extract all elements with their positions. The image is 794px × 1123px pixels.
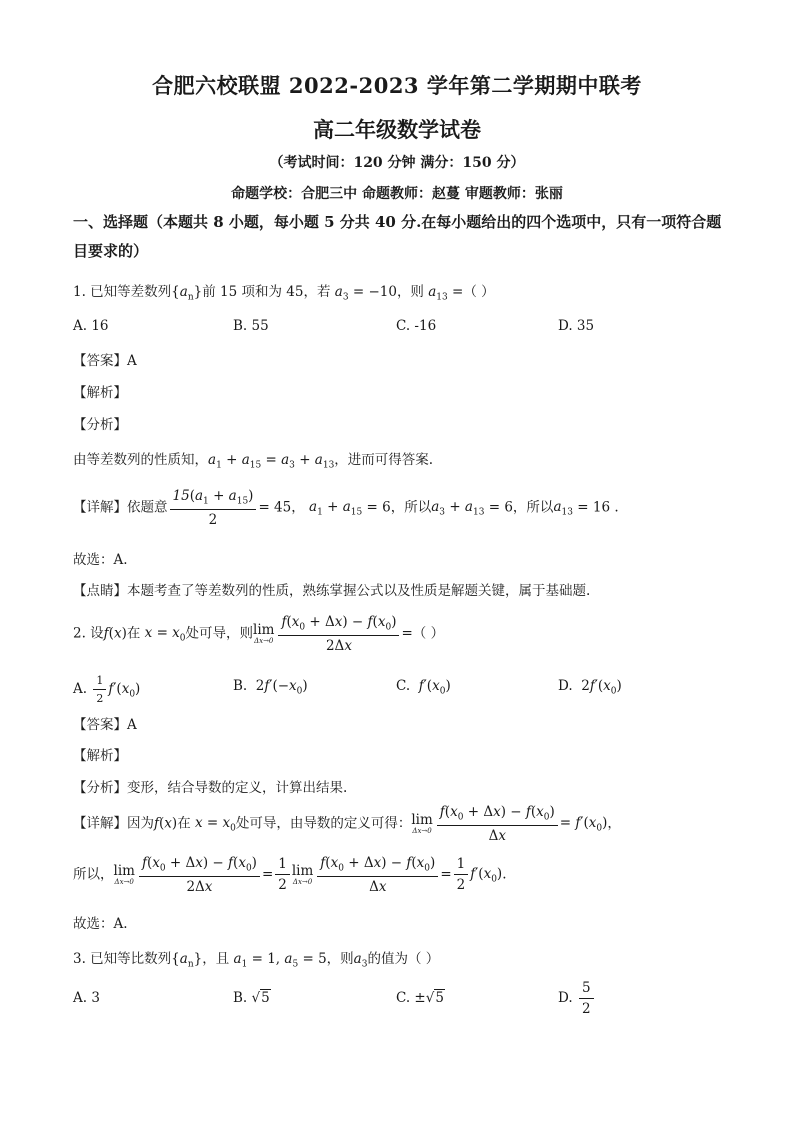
q1-fenxi: 由等差数列的性质知，$a_1 + a_{15} = a_3 + a_{13}$，进而可得答案. — [73, 452, 434, 471]
q2-choose: 故选：A. — [73, 916, 128, 932]
q2-analysis-label: 【解析】 — [73, 748, 127, 764]
q2-fenxi: 【分析】变形，结合导数的定义，计算出结果. — [73, 780, 348, 796]
q1-option-c: C. -16 — [396, 318, 437, 334]
q1-option-a: A. 16 — [73, 318, 109, 334]
exam-title: 合肥六校联盟 2022-2023 学年第二学期期中联考 — [152, 73, 642, 98]
q1-detail: 【详解】依题意 $\frac{15(a_1 + a_{15})}{2}$ = 45， $a_1 + a_{15} = 6$，所以$a_3 + a_{13} = 6$，所以$a_{13} = 16$ . — [73, 488, 619, 528]
q2-option-b: B. $2f'(-x_0)$ — [233, 678, 308, 697]
q2-option-d: D. $2f'(x_0)$ — [558, 678, 622, 697]
section-heading: 一、选择题（本题共 8 小题，每小题 5 分共 40 分.在每小题给出的四个选项中，只有一项符合题目要求的） — [73, 213, 722, 260]
q1-stem: 1. 已知等差数列$\{a_n\}$前 15 项和为 45，若 $a_3 = -10$，则 $a_{13}$ =（ ） — [73, 284, 495, 303]
q2-answer: 【答案】A — [73, 717, 137, 733]
q2-stem: 2. 设f(x)在 $x = x_0$处可导，则 lim Δx→0 $\frac{f(x_0 + \Delta x) - f(x_0)}{2\Delta x}$ =（ ） — [73, 614, 445, 654]
q1-analysis-label: 【解析】 — [73, 385, 127, 401]
q3-option-a: A. 3 — [73, 990, 100, 1006]
q1-seq: $\{a_n\}$ — [171, 284, 203, 303]
q1-fenxi-label: 【分析】 — [73, 417, 127, 433]
q1-choose: 故选：A. — [73, 552, 128, 568]
q2-detail: 【详解】因为f(x)在 $x = x_0$处可导，由导数的定义可得： lim Δx→0 $\frac{f(x_0 + \Delta x) - f(x_0)}{\Delta x}$ = $f'(x_0)$， — [73, 804, 621, 844]
q2-derivation: 所以， lim Δx→0 $\frac{f(x_0 + \Delta x) - f(x_0)}{2\Delta x}$ = $\frac{1}{2}$ lim Δx→0 $\frac{f(x_0 + \Delta x) - f(x_0)}{\Delta x}$ = $\frac{1}{2}$ $f'(x_0)$. — [73, 855, 507, 895]
q1-comment: 【点睛】本题考查了等差数列的性质，熟练掌握公式以及性质是解题关键，属于基础题. — [73, 583, 591, 599]
exam-authors: 命题学校：合肥三中 命题教师：赵蔓 审题教师：张丽 — [231, 186, 563, 202]
q1-option-b: B. 55 — [233, 318, 269, 334]
q3-option-d: D. $\frac{5}{2}$ — [558, 980, 596, 1017]
exam-info: （考试时间：120 分钟 满分：150 分） — [269, 155, 525, 171]
exam-subtitle: 高二年级数学试卷 — [313, 117, 481, 142]
q1-option-d: D. 35 — [558, 318, 595, 334]
q2-option-c: C. $f'(x_0)$ — [396, 678, 451, 697]
q2-option-a: A. $\frac{1}{2}$ $f'(x_0)$ — [73, 674, 141, 705]
q3-stem: 3. 已知等比数列$\{a_n\}$，且 $a_1 = 1$, $a_5 = 5$，则$a_3$的值为（ ） — [73, 951, 440, 970]
q1-answer: 【答案】A — [73, 353, 137, 369]
q3-option-c: C. ±√5 — [396, 990, 444, 1006]
q3-option-b: B. √5 — [233, 990, 270, 1006]
